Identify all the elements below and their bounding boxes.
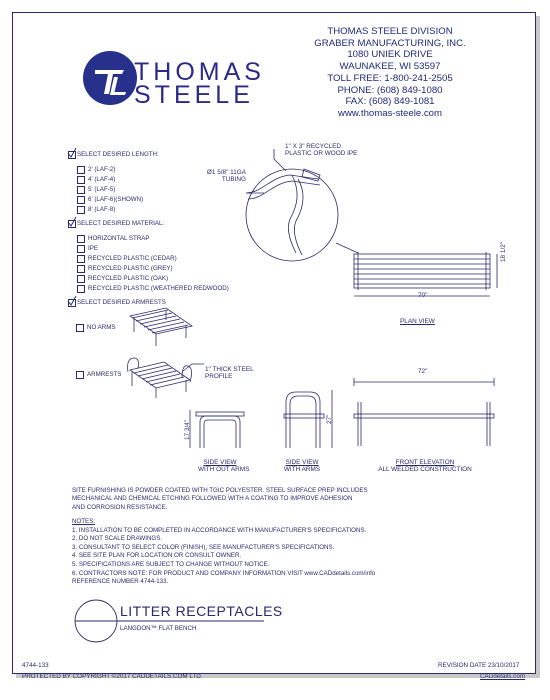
length-option-checkbox[interactable] — [77, 186, 85, 194]
plan-width-dimension: 70" — [418, 292, 428, 299]
company-line: WAUNAKEE, WI 53597 — [339, 61, 441, 73]
bench-no-arms-sketch — [126, 306, 196, 350]
reference-number: 4744-133 — [22, 662, 49, 669]
logo-text-bottom: STEELE — [134, 81, 254, 109]
plan-view-label: PLAN VIEW — [400, 318, 435, 325]
note-item: 3. CONSULTANT TO SELECT COLOR (FINISH), SEE MANUFACTURER'S SPECIFICATIONS. — [72, 543, 335, 551]
side-view-arms-label — [280, 459, 324, 473]
front-elevation-drawing — [346, 374, 506, 454]
front-elevation-label — [370, 459, 480, 473]
armrest-heading: SELECT DESIRED ARMRESTS — [77, 299, 166, 306]
drawing-subtitle: LANGDON™ FLAT BENCH — [120, 625, 197, 632]
note-item: 5. SPECIFICATIONS ARE SUBJECT TO CHANGE WITHOUT NOTICE. — [72, 560, 270, 568]
view-title: SIDE VIEW — [203, 459, 237, 466]
length-option-checkbox[interactable] — [77, 196, 85, 204]
material-option: RECYCLED PLASTIC (GREY) — [88, 265, 173, 272]
material-option: RECYCLED PLASTIC (OAK) — [88, 275, 169, 282]
side-height-no-arms-dimension: 17 3/4" — [184, 419, 191, 440]
company-website[interactable]: www.thomas-steele.com — [338, 107, 442, 119]
callout-leader — [180, 360, 206, 374]
material-option-checkbox[interactable] — [77, 285, 85, 293]
check-mark-icon — [67, 295, 77, 307]
view-subtitle: WITH OUT ARMS — [198, 466, 250, 473]
side-view-no-arms-drawing — [184, 400, 254, 454]
company-line: GRABER MANUFACTURING, INC. — [314, 37, 466, 49]
material-option: IPE — [88, 245, 98, 252]
callout-line: TUBING — [221, 176, 246, 183]
length-option-checkbox[interactable] — [77, 176, 85, 184]
company-line: THOMAS STEELE DIVISION — [327, 26, 453, 37]
no-arms-checkbox[interactable] — [76, 324, 84, 332]
side-height-arms-dimension: 27" — [326, 414, 333, 424]
steel-profile-callout — [205, 366, 254, 380]
company-info — [290, 26, 490, 120]
material-heading: SELECT DESIRED MATERIAL: — [77, 220, 165, 227]
check-mark-icon — [67, 216, 77, 228]
revision-date: REVISION DATE 23/10/2017 — [438, 662, 520, 669]
logo-text-top: THOMAS — [134, 58, 265, 86]
notes-heading: NOTES: — [72, 518, 96, 525]
armrests-checkbox[interactable] — [76, 371, 84, 379]
length-heading: SELECT DESIRED LENGTH: — [77, 151, 159, 158]
length-option: 4' (LAF-4) — [88, 176, 116, 183]
callout-line: 1" X 3" RECYCLED — [285, 143, 342, 150]
caddetails-link[interactable]: CADdetails.com — [480, 673, 526, 680]
callout-line: Ø1 5/8" 11GA — [206, 169, 246, 176]
notes-block — [72, 518, 375, 587]
note-item: 2. DO NOT SCALE DRAWINGS. — [72, 535, 163, 543]
length-option-checkbox[interactable] — [77, 206, 85, 214]
material-option: RECYCLED PLASTIC (CEDAR) — [88, 255, 177, 262]
drawing-title: LITTER RECEPTACLES — [120, 603, 283, 619]
material-option-checkbox[interactable] — [77, 235, 85, 243]
material-option-checkbox[interactable] — [77, 255, 85, 263]
material-option: HORIZONTAL STRAP — [88, 235, 150, 242]
view-subtitle: WITH ARMS — [283, 466, 321, 473]
length-option: 2' (LAF-2) — [88, 166, 116, 173]
callout-line: PLASTIC OR WOOD IPE — [285, 150, 358, 157]
company-line: TOLL FREE: 1-800-241-2505 — [327, 72, 453, 84]
length-option-checkbox[interactable] — [77, 166, 85, 174]
finish-note-line: MECHANICAL AND CHEMICAL ETCHING FOLLOWED WITH A COATING TO IMPROVE ADHESION — [72, 495, 353, 503]
view-title: FRONT ELEVATION — [395, 459, 455, 466]
company-line: PHONE: (608) 849-1080 — [337, 84, 443, 96]
finish-note-line: SITE FURNISHING IS POWDER COATED WITH TGIC POLYESTER. STEEL SURFACE PREP INCLUDES — [72, 487, 368, 494]
company-line: 1080 UNIEK DRIVE — [347, 49, 433, 61]
note-item: 1. INSTALLATION TO BE COMPLETED IN ACCORDANCE WITH MANUFACTURER'S SPECIFICATIONS. — [72, 526, 367, 534]
finish-note — [72, 487, 368, 512]
material-option-checkbox[interactable] — [77, 245, 85, 253]
note-item: 4. SEE SITE PLAN FOR LOCATION OR CONSULT OWNER. — [72, 552, 242, 560]
no-arms-label: NO ARMS — [87, 324, 116, 331]
callout-line: 1" THICK STEEL — [205, 366, 254, 373]
view-subtitle: ALL WELDED CONSTRUCTION — [378, 466, 472, 473]
note-item: 6. CONTRACTORS NOTE: FOR PRODUCT AND COMPANY INFORMATION VISIT www.CADdetails.com/info — [72, 569, 376, 577]
view-title: SIDE VIEW — [285, 459, 319, 466]
check-mark-icon — [67, 147, 77, 159]
note-item: REFERENCE NUMBER 4744-133. — [72, 578, 169, 586]
material-option-checkbox[interactable] — [77, 265, 85, 273]
material-option: RECYCLED PLASTIC (WEATHERED REDWOOD) — [88, 285, 229, 292]
elevation-width-dimension: 72" — [418, 368, 428, 375]
copyright-notice: PROTECTED BY COPYRIGHT ©2017 CADDETAILS.COM LTD. — [22, 673, 203, 680]
material-option-checkbox[interactable] — [77, 275, 85, 283]
length-option: 6' (LAF-6)(SHOWN) — [88, 196, 144, 203]
side-view-no-arms-label — [198, 459, 250, 473]
plan-depth-dimension: 18 1/2" — [500, 241, 507, 262]
armrests-label: ARMRESTS — [87, 371, 122, 378]
finish-note-line: AND CORROSION RESISTANCE. — [72, 503, 168, 511]
length-option: 8' (LAF-8) — [88, 206, 116, 213]
callout-line: PROFILE — [205, 373, 233, 380]
company-line: FAX: (608) 849-1081 — [345, 96, 435, 108]
length-option: 5' (LAF-5) — [88, 186, 116, 193]
thomas-steele-logo-mark — [82, 50, 138, 106]
